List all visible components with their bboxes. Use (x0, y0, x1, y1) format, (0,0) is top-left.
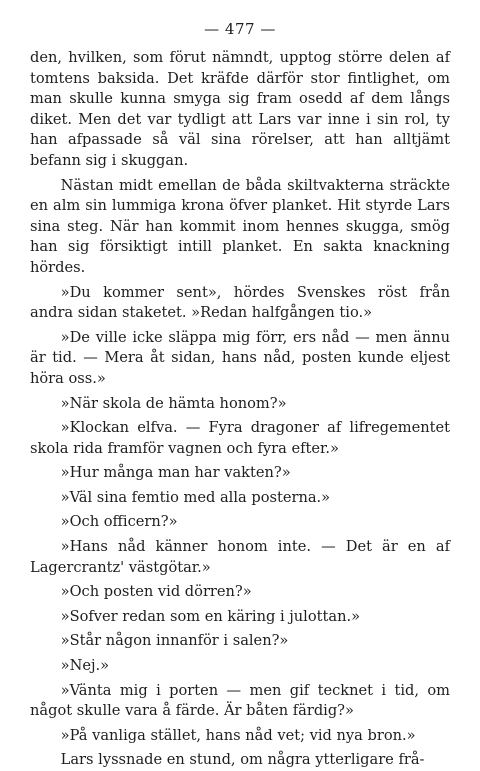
body-text (30, 48, 450, 771)
paragraph: »Står någon innanför i salen?» (60, 632, 289, 650)
paragraph: »Vänta mig i porten — men gif tecknet i tid, om något skulle vara å färde. Är båten färdig?» (30, 681, 450, 720)
paragraph: den, hvilken, som förut nämndt, upptog större delen af tomtens baksida. Det kräfde därför stor fintlighet, om man skulle kunna smyga sig fram osedd af dem långs diket. Men det var tydligt att Lars var inne i sin rol, ty han afpassade så väl sina rörelser, att han alltjämt befann sig i skuggan. (30, 49, 450, 169)
paragraph: »Hans nåd känner honom inte. — Det är en af Lagercrantz' västgötar.» (30, 538, 450, 576)
paragraph: Lars lyssnade en stund, om några ytterligare frå- (60, 751, 425, 769)
paragraph: »Nej.» (60, 657, 110, 675)
paragraph: Nästan midt emellan de båda skiltvakterna sträckte en alm sin lummiga krona öfver planket. Hit styrde Lars sina steg. När han kommit inom hennes skugga, smög han sig försiktigt intill planket. En sakta knackning hördes. (30, 176, 450, 276)
paragraph: »Väl sina femtio med alla posterna.» (60, 488, 331, 506)
page-number: — 477 — (204, 20, 276, 38)
paragraph: »Och posten vid dörren?» (60, 583, 252, 601)
paragraph: »Hur många man har vakten?» (60, 464, 291, 482)
paragraph: »Du kommer sent», hördes Svenskes röst från andra sidan staketet. »Redan halfgången tio.» (30, 283, 450, 322)
paragraph: »Sofver redan som en käring i julottan.» (60, 607, 361, 625)
paragraph: »När skola de hämta honom?» (60, 394, 287, 412)
paragraph: »De ville icke släppa mig förr, ers nåd — men ännu är tid. — Mera åt sidan, hans nåd, posten kunde eljest höra oss.» (30, 328, 450, 387)
paragraph: »Och officern?» (60, 513, 178, 531)
paragraph: »På vanliga stället, hans nåd vet; vid nya bron.» (60, 726, 416, 744)
paragraph: »Klockan elfva. — Fyra dragoner af lifregementet skola rida framför vagnen och fyra efter.» (30, 419, 450, 457)
